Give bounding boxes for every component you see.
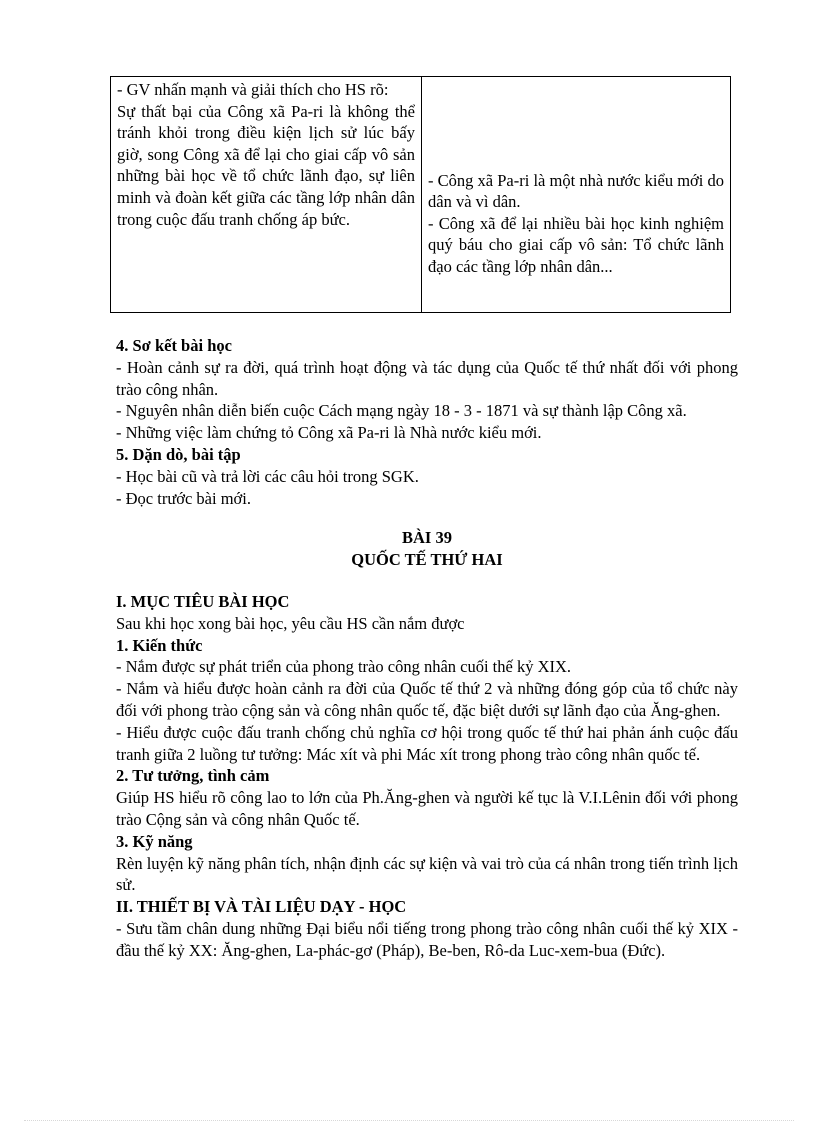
list-item: - Nắm được sự phát triển của phong trào công nhân cuối thế kỷ XIX. — [116, 657, 572, 677]
list-item: - Hiểu được cuộc đấu tranh chống chủ nghĩa cơ hội trong quốc tế thứ hai phản ánh cuộc đấu tranh giữa 2 luồng tư tưởng: Mác xít và phi Mác xít trong phong trào công nhân quốc tế. — [116, 722, 738, 764]
teacher-activity-cell — [111, 77, 422, 313]
list-item: - Những việc làm chứng tỏ Công xã Pa-ri là Nhà nước kiểu mới. — [116, 423, 542, 443]
table-row — [111, 77, 731, 313]
summary-heading: 4. Sơ kết bài học — [116, 336, 232, 355]
objectives-heading: I. MỤC TIÊU BÀI HỌC — [116, 591, 290, 611]
skills-text: Rèn luyện kỹ năng phân tích, nhận định các sự kiện và vai trò của cá nhân trong tiến trình lịch sử. — [116, 853, 738, 895]
skills-heading: 3. Kỹ năng — [116, 831, 193, 851]
list-item: - Nắm và hiểu được hoàn cảnh ra đời của Quốc tế thứ 2 và những đóng góp của tổ chức này đối với phong trào cộng sản và công nhân quốc tế, đặc biệt dưới sự lãnh đạo của Ăng-ghen. — [116, 679, 738, 720]
attitude-text: Giúp HS hiểu rõ công lao to lớn của Ph.Ăng-ghen và người kế tục là V.I.Lênin đối với phong trào Cộng sản và công nhân Quốc tế. — [116, 788, 738, 829]
homework-heading: 5. Dặn dò, bài tập — [116, 444, 241, 464]
list-item: - Sưu tầm chân dung những Đại biểu nổi tiếng trong phong trào công nhân cuối thế kỷ XIX - đầu thế kỷ XX: Ăng-ghen, La-phác-gơ (Pháp), Be-ben, Rô-da Luc-xem-bua (Đức). — [116, 918, 738, 960]
cell-paragraph: - Công xã để lại nhiều bài học kinh nghiệm quý báu cho giai cấp vô sản: Tổ chức lãnh đạo các tầng lớp nhân dân... — [428, 213, 724, 276]
cell-paragraph: Sự thất bại của Công xã Pa-ri là không thể tránh khỏi trong điều kiện lịch sử lúc bấy giờ, song Công xã để lại cho giai cấp vô sản những bài học về tổ chức lãnh đạo, sự liên minh và đoàn kết giữa các tầng lớp nhân dân trong cuộc đấu tranh chống áp bức. — [117, 101, 415, 229]
list-item: - Học bài cũ và trả lời các câu hỏi trong SGK. — [116, 466, 419, 486]
knowledge-heading: 1. Kiến thức — [116, 635, 203, 655]
student-activity-cell — [422, 77, 731, 313]
attitude-heading: 2. Tư tưởng, tình cảm — [116, 766, 270, 786]
equipment-heading: II. THIẾT BỊ VÀ TÀI LIỆU DẠY - HỌC — [116, 897, 407, 917]
objectives-intro: Sau khi học xong bài học, yêu cầu HS cần nắm được — [116, 613, 465, 633]
list-item: - Nguyên nhân diễn biến cuộc Cách mạng ngày 18 - 3 - 1871 và sự thành lập Công xã. — [116, 401, 687, 421]
document-body — [116, 335, 738, 962]
cell-paragraph: - GV nhấn mạnh và giải thích cho HS rõ: — [117, 80, 389, 99]
page-bottom-divider — [24, 1120, 794, 1121]
list-item: - Đọc trước bài mới. — [116, 488, 251, 508]
lesson-title: QUỐC TẾ THỨ HAI — [351, 550, 503, 570]
lesson-number: BÀI 39 — [402, 528, 452, 548]
list-item: - Hoàn cảnh sự ra đời, quá trình hoạt động và tác dụng của Quốc tế thứ nhất đối với phong trào công nhân. — [116, 357, 738, 399]
activity-table — [110, 76, 731, 313]
cell-paragraph: - Công xã Pa-ri là một nhà nước kiểu mới do dân và vì dân. — [428, 170, 724, 212]
